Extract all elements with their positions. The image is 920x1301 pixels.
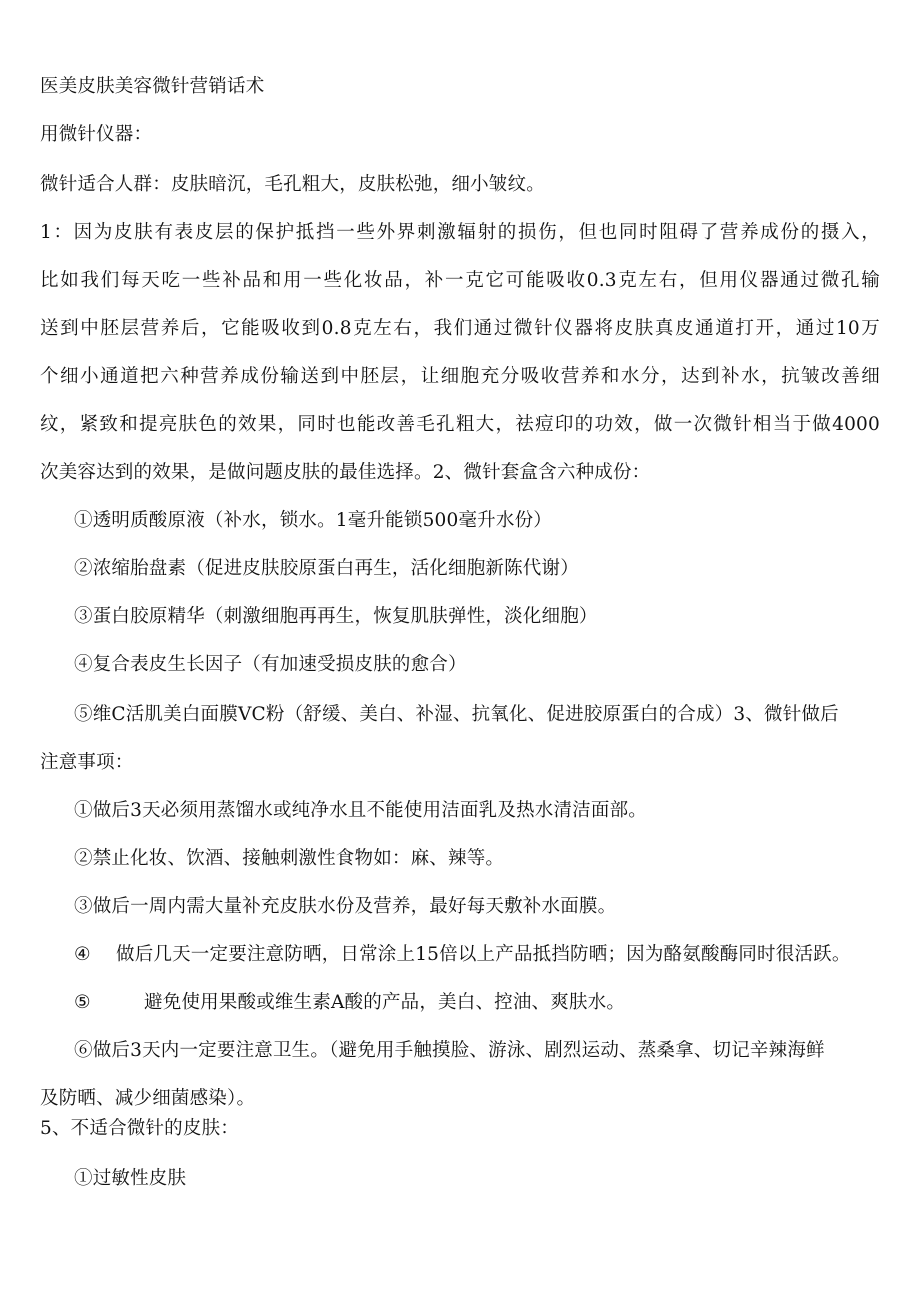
ingredient-item: ③蛋白胶原精华（刺激细胞再再生，恢复肌肤弹性，淡化细胞） <box>74 606 598 627</box>
aftercare-item <box>74 990 625 1016</box>
aftercare-text: ②禁止化妆、饮酒、接触刺激性食物如：麻、辣等。 <box>74 848 505 869</box>
document-title: 医美皮肤美容微针营销话术 <box>40 76 265 97</box>
section1-line: 比如我们每天吃一些补品和用一些化妆品，补一克它可能吸收0.3克左右，但用仪器通过微孔输 <box>40 270 880 291</box>
aftercare-item <box>74 894 616 920</box>
section5-heading: 5、不适合微针的皮肤： <box>40 1118 239 1139</box>
aftercare-heading: 注意事项： <box>40 752 134 773</box>
section1-line: 送到中胚层营养后，它能吸收到0.8克左右，我们通过微针仪器将皮肤真皮通道打开，通过10万 <box>40 318 880 339</box>
ingredient-item: ①透明质酸原液（补水，锁水。1毫升能锁500毫升水份） <box>74 510 552 531</box>
ingredient-item: ⑤维C活肌美白面膜VC粉（舒缓、美白、补湿、抗氧化、促进胶原蛋白的合成）3、微针做后 <box>74 704 839 725</box>
aftercare-item <box>74 1038 825 1064</box>
instrument-label: 用微针仪器： <box>40 124 153 145</box>
section1-line: 纹，紧致和提亮肤色的效果，同时也能改善毛孔粗大，祛痘印的功效，做一次微针相当于做4000 <box>40 414 880 435</box>
aftercare-text: 做后几天一定要注意防晒，日常涂上15倍以上产品抵挡防晒；因为酪氨酸酶同时很活跃。 <box>116 944 851 965</box>
ingredient-item: ④复合表皮生长因子（有加速受损皮肤的愈合） <box>74 654 467 675</box>
unsuitable-item: ①过敏性皮肤 <box>74 1168 187 1189</box>
ingredient-item: ②浓缩胎盘素（促进皮肤胶原蛋白再生，活化细胞新陈代谢） <box>74 558 579 579</box>
aftercare-item <box>74 798 647 824</box>
section1-line: 个细小通道把六种营养成份输送到中胚层，让细胞充分吸收营养和水分，达到补水，抗皱改善细 <box>40 366 880 387</box>
section1-line: 1：因为皮肤有表皮层的保护抵挡一些外界刺激辐射的损伤，但也同时阻碍了营养成份的摄入， <box>40 222 880 243</box>
aftercare-number: ⑤ <box>74 992 91 1013</box>
aftercare-item <box>74 942 851 968</box>
aftercare-text: ③做后一周内需大量补充皮肤水份及营养，最好每天敷补水面膜。 <box>74 896 617 917</box>
aftercare-number: ④ <box>74 944 91 965</box>
aftercare-item <box>74 846 504 872</box>
aftercare-text: ⑥做后3天内一定要注意卫生。（避免用手触摸脸、游泳、剧烈运动、蒸桑拿、切记辛辣海鲜 <box>74 1040 825 1061</box>
suitable-people: 微针适合人群：皮肤暗沉，毛孔粗大，皮肤松弛，细小皱纹。 <box>40 174 545 195</box>
aftercare-text: ①做后3天必须用蒸馏水或纯净水且不能使用洁面乳及热水清洁面部。 <box>74 800 647 821</box>
aftercare-tail: 及防晒、减少细菌感染）。 <box>40 1088 256 1109</box>
aftercare-text: 避免使用果酸或维生素A酸的产品，美白、控油、爽肤水。 <box>144 992 626 1013</box>
section1-line: 次美容达到的效果，是做问题皮肤的最佳选择。2、微针套盒含六种成份： <box>40 462 651 483</box>
